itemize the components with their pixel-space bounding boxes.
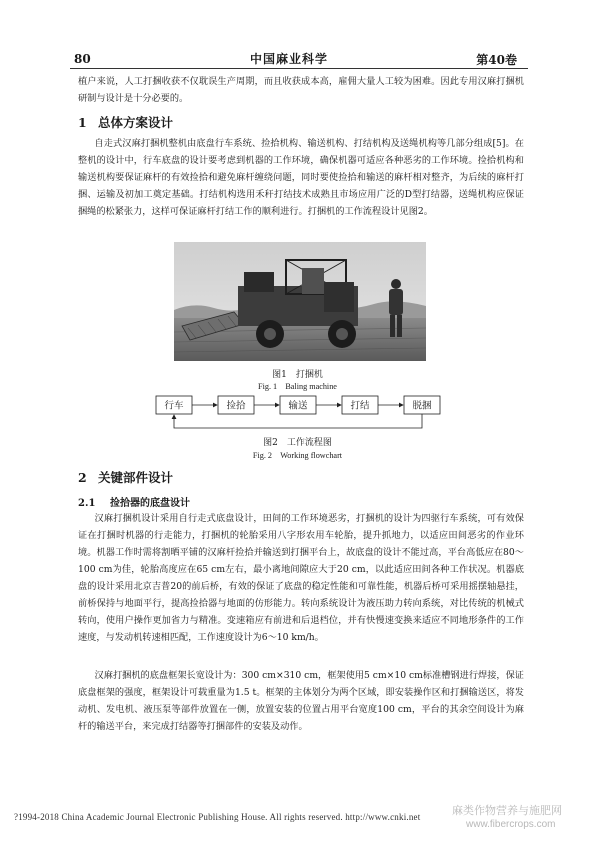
page-number: 80 <box>74 52 91 66</box>
flow-step-1: 行车 <box>164 400 184 412</box>
flow-loop-arrow <box>174 414 422 428</box>
copyright-footer: ?1994-2018 China Academic Journal Electronic Publishing House. All rights reserved. http://www.cnki.net <box>14 812 421 822</box>
section-1-number: 1 <box>78 115 87 130</box>
intro-paragraph: 植户来说，人工打捆收获不仅耽误生产周期，而且收获成本高，雇佣大量人工较为困难。因此专用汉麻打捆机研制与设计是十分必要的。 <box>78 76 524 104</box>
watermark-text: 麻类作物营养与施肥网 <box>452 804 562 817</box>
workflow-flowchart <box>150 390 470 436</box>
flow-step-5: 脱捆 <box>412 400 432 412</box>
subsection-2-1-number: 2.1 <box>78 498 96 509</box>
section-1-paragraph: 自走式汉麻打捆机整机由底盘行车系统、捡拾机构、输送机构、打结机构及送绳机构等几部分组成[5]。在整机的设计中，行车底盘的设计要考虑到机器的工作环境，确保机器可适应各种恶劣的工作环境。捡拾机构和输送机构要保证麻杆的有效捡拾和避免麻杆缠绕问题，同时要使捡拾和输送的麻杆相对整齐，为后续的麻杆打捆、运输及初加工奠定基础。打结机构选用禾秆打结技术成熟且市场应用广泛的D型打结器，送绳机构应保证捆绳的松紧张力，这样可保证麻杆打结工作的顺利进行。打捆机的工作流程设计见图2。 <box>78 138 524 217</box>
section-1-title: 总体方案设计 <box>98 115 174 130</box>
figure-1-caption-en: Fig. 1 Baling machine <box>258 382 337 391</box>
volume-label: 第40卷 <box>476 53 517 67</box>
section-1-heading <box>78 113 173 131</box>
figure-2-caption-cn: 图2 工作流程图 <box>263 438 332 448</box>
header-rule <box>70 68 528 69</box>
subsection-2-1-paragraph-1: 汉麻打捆机设计采用自行走式底盘设计，田间的工作环境恶劣，打捆机的设计为四驱行车系统，可有效保证在打捆时机器的行走能力，打捆机的轮胎采用八字形农用车轮胎，提升抓地力，以适应田间恶劣的作业环境。机器工作时需将割晒平铺的汉麻杆捡拾并输送到打捆平台上，故底盘的设计不能过高，平台高低应在80～100 cm为佳，轮胎高度应在65 cm左右，最小离地间隙应大于20 cm，以此适应田间各种工作状况。机器底盘的设计采用北京吉普20的前后桥，有效的保证了底盘的稳定性能和可靠性能，机器后桥可采用摇摆轴悬挂，前桥保持与地面平行，提高捡拾器与地面的仿形能力。转向系统设计为液压助力转向系统，对比传统的机械式转向，使用户操作更加省力与精准。变速箱应有前进和后退档位，并有快慢速变换来适应不同地形条件的工作速度，与发动机转速相匹配，工作速度设计为6～10 km/h。 <box>78 513 524 643</box>
figure-1-caption-cn: 图1 打捆机 <box>272 370 323 380</box>
section-2-number: 2 <box>78 470 87 485</box>
baling-machine-image <box>174 242 426 361</box>
flow-step-3: 输送 <box>288 400 308 412</box>
journal-title: 中国麻业科学 <box>250 52 329 66</box>
subsection-2-1-paragraph-2: 汉麻打捆机的底盘框架长宽设计为：300 cm×310 cm，框架使用5 cm×10 cm标准槽钢进行焊接，保证底盘框架的强度，框架设计可载重量为1.5 t。框架的主体划分为两个区域，即安装操作区和打捆输送区，将发动机、发电机、液压泵等部件放置在一侧，放置安装的位置占用平台宽度100 cm，平台的其余空间设计为麻杆的输送平台，来完成打结器等打捆部件的安装及动作。 <box>78 670 524 732</box>
flow-step-2: 捡拾 <box>226 400 246 412</box>
baling-machine-photo <box>174 242 426 361</box>
subsection-2-1-heading <box>78 494 190 509</box>
watermark-url: www.fibercrops.com <box>466 819 556 830</box>
flow-step-4: 打结 <box>350 400 370 412</box>
subsection-2-1-title: 捡拾器的底盘设计 <box>110 498 190 509</box>
figure-2-caption-en: Fig. 2 Working flowchart <box>252 451 343 460</box>
section-2-heading <box>78 468 173 486</box>
section-2-title: 关键部件设计 <box>98 470 174 485</box>
